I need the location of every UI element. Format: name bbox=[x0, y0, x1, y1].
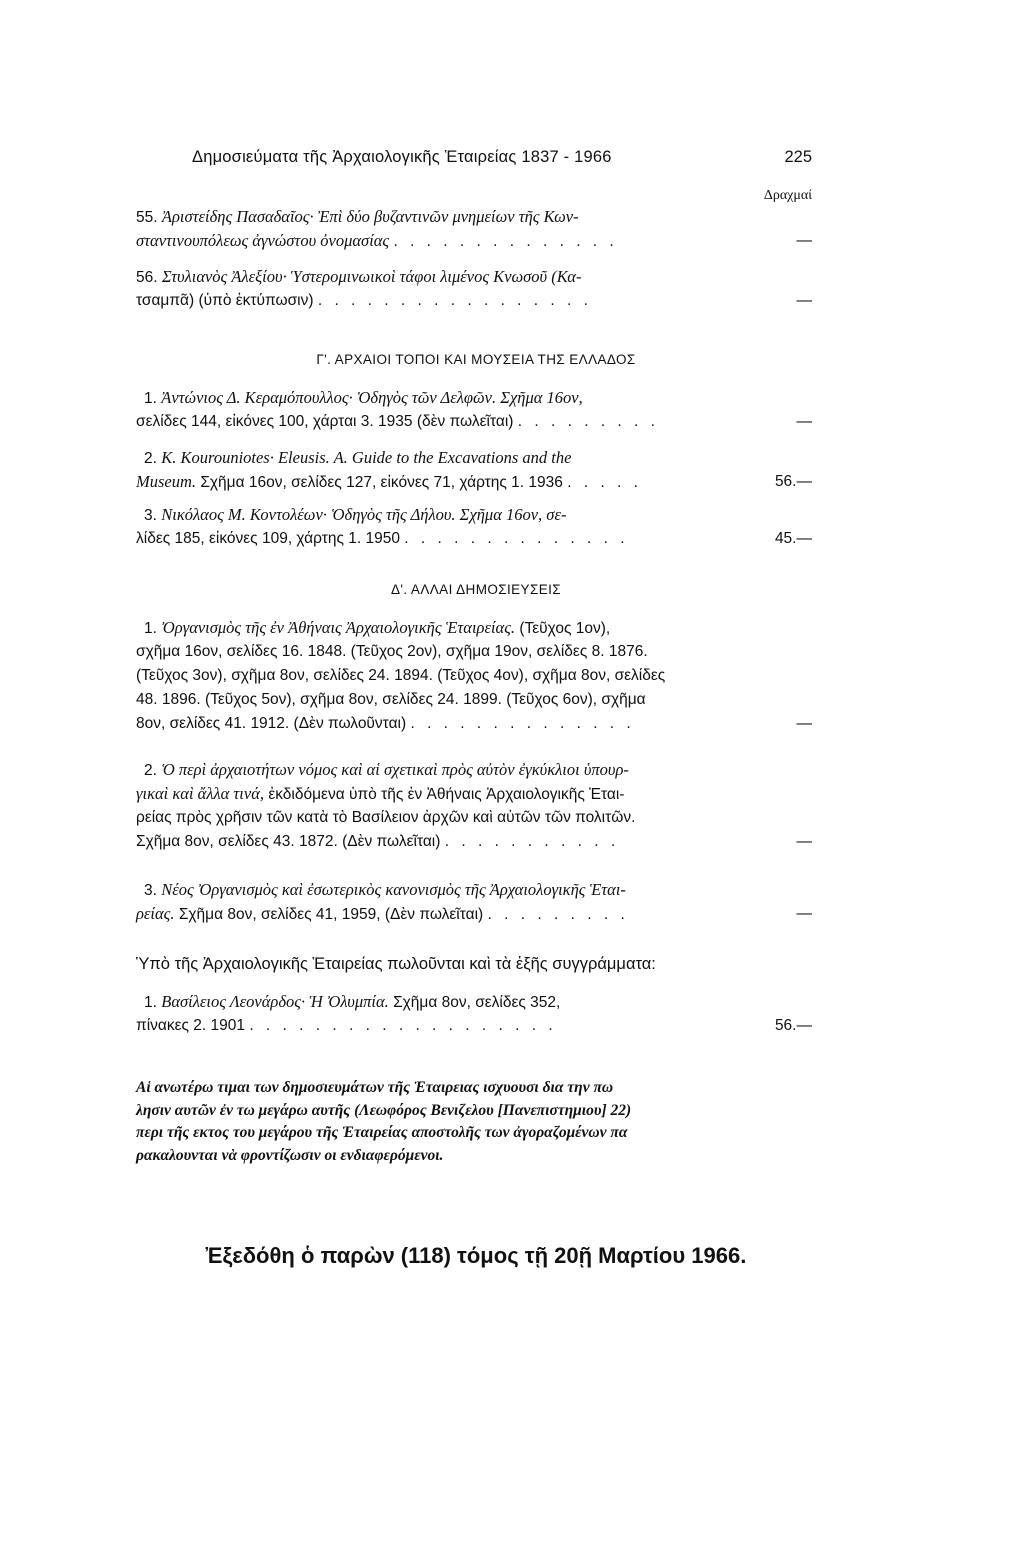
entry-text: σελίδες 144, εἰκόνες 100, χάρται 3. 1935 (δὲν πωλεῖται) bbox=[136, 413, 514, 430]
entry-text: Σχῆμα 16ον, σελίδες 127, εἰκόνες 71, χάρτης 1. 1936 bbox=[200, 474, 563, 491]
entry-d3 bbox=[136, 878, 816, 926]
running-header bbox=[136, 148, 816, 172]
entry-c2 bbox=[136, 446, 816, 494]
entry-text: τσαμπᾶ) (ὑπὸ ἐκτύπωσιν) bbox=[136, 292, 314, 309]
entry-number: 3. bbox=[144, 507, 157, 524]
entry-text: (Τεῦχος 3ον), σχῆμα 8ον, σελίδες 24. 1894. (Τεῦχος 4ον), σχῆμα 8ον, σελίδες bbox=[136, 667, 666, 684]
note-line: Αἱ ανωτέρω τιμαι των δημοσιευμάτων τῆς Ἑταιρειας ισχυουσι δια την πω bbox=[136, 1079, 614, 1096]
note-line: ρακαλουνται νὰ φροντίζωσιν οι ενδιαφερόμενοι. bbox=[136, 1146, 444, 1164]
leader-dots: . . . . . . . . . . . . . . bbox=[410, 715, 635, 732]
entry-text: (Τεῦχος 1ον), bbox=[519, 620, 611, 637]
entry-number: 1. bbox=[144, 390, 157, 407]
entry-text: Σχῆμα 8ον, σελίδες 43. 1872. (Δὲν πωλεῖται) bbox=[136, 833, 441, 850]
header-title: Δημοσιεύματα τῆς Ἀρχαιολογικῆς Ἑταιρείας 1837 - 1966 bbox=[192, 148, 612, 166]
entry-italic: Ὁ περὶ ἀρχαιοτήτων νόμος καὶ αἱ σχετικαὶ πρὸς αὐτὸν ἐγκύκλιοι ὑπουρ- bbox=[161, 760, 629, 779]
price-note bbox=[136, 1077, 816, 1167]
leader-dots: . . . . . bbox=[567, 474, 642, 491]
leader-dots: . . . . . . . . . . . bbox=[444, 833, 620, 850]
entry-price: 56.— bbox=[774, 1017, 812, 1034]
sold-heading-text: Ὑπὸ τῆς Ἀρχαιολογικῆς Ἑταιρείας πωλοῦνται καὶ τὰ ἑξῆς συγγράμματα: bbox=[136, 955, 656, 973]
sold-heading bbox=[136, 952, 816, 976]
entry-text: Ἀριστείδης Πασαδαῖος· Ἐπὶ δύο βυζαντινῶν μνημείων τῆς Κων- bbox=[161, 207, 579, 226]
entry-text: λίδες 185, εἰκόνες 109, χάρτης 1. 1950 bbox=[136, 530, 400, 547]
entry-text: 8ον, σελίδες 41. 1912. (Δὲν πωλοῦνται) bbox=[136, 715, 407, 732]
entry-price: — bbox=[796, 833, 812, 850]
entry-c1 bbox=[136, 386, 816, 434]
entry-sold-1 bbox=[136, 990, 816, 1038]
entry-text: ἐκδιδόμενα ὑπὸ τῆς ἐν Ἀθήναις Ἀρχαιολογικῆς Ἑται- bbox=[268, 786, 625, 803]
entry-italic: Νέος Ὀργανισμὸς καὶ ἐσωτερικὸς κανονισμὸς τῆς Ἀρχαιολογικῆς Ἑται- bbox=[161, 880, 626, 899]
entry-text: Στυλιανὸς Ἀλεξίου· Ὑστερομινωικοὶ τάφοι λιμένος Κνωσοῦ (Κα- bbox=[161, 267, 582, 286]
leader-dots: . . . . . . . . . . . . . . . . . . . bbox=[249, 1017, 557, 1034]
price-column-heading: Δραχμαί bbox=[763, 188, 812, 203]
entry-text: πίνακες 2. 1901 bbox=[136, 1017, 245, 1034]
entry-price: — bbox=[796, 292, 812, 309]
entry-price: 56.— bbox=[774, 473, 812, 490]
entry-number: 2. bbox=[144, 762, 157, 779]
entry-italic: Ὀργανισμὸς τῆς ἐν Ἀθήναις Ἀρχαιολογικῆς Ἑταιρείας. bbox=[161, 618, 516, 637]
entry-55 bbox=[136, 205, 816, 253]
entry-56 bbox=[136, 265, 816, 313]
entry-text: Ἀντώνιος Δ. Κεραμόπουλλος· Ὁδηγὸς τῶν Δελφῶν. Σχῆμα 16ον, bbox=[161, 388, 583, 407]
entry-text: 48. 1896. (Τεῦχος 5ον), σχῆμα 8ον, σελίδες 24. 1899. (Τεῦχος 6ον), σχῆμα bbox=[136, 691, 646, 708]
leader-dots: . . . . . . . . . . . . . . bbox=[393, 233, 618, 250]
entry-c3 bbox=[136, 503, 816, 551]
entry-italic: ρείας. bbox=[136, 904, 175, 923]
entry-text: σχῆμα 16ον, σελίδες 16. 1848. (Τεῦχος 2ον), σχῆμα 19ον, σελίδες 8. 1876. bbox=[136, 643, 648, 660]
entry-price: — bbox=[796, 715, 812, 732]
entry-text: Σχῆμα 8ον, σελίδες 41, 1959, (Δὲν πωλεῖται) bbox=[178, 906, 484, 923]
entry-d1 bbox=[136, 616, 816, 736]
note-line: περι τῆς εκτος του μεγάρου τῆς Ἑταιρείας αποστολῆς των ἀγοραζομένων πα bbox=[136, 1124, 628, 1141]
section-heading-c: Γ'. ΑΡΧΑΙΟΙ ΤΟΠΟΙ ΚΑΙ ΜΟΥΣΕΙΑ ΤΗΣ ΕΛΛΑΔΟΣ bbox=[316, 352, 636, 367]
entry-italic: Βασίλειος Λεονάρδος· Ἡ Ὀλυμπία. bbox=[161, 992, 389, 1011]
leader-dots: . . . . . . . . . . . . . . bbox=[404, 530, 629, 547]
imprint: Ἐξεδόθη ὁ παρὼν (118) τόμος τῇ 20ῇ Μαρτίου 1966. bbox=[205, 1243, 747, 1268]
entry-text: K. Kourouniotes· Eleusis. A. Guide to the Excavations and the bbox=[161, 448, 572, 467]
entry-number: 2. bbox=[144, 450, 157, 467]
entry-text: ρείας πρὸς χρῆσιν τῶν κατὰ τὸ Βασίλειον ἀρχῶν καὶ αὐτῶν τῶν πολιτῶν. bbox=[136, 809, 636, 826]
entry-number: 56. bbox=[136, 269, 158, 286]
entry-number: 1. bbox=[144, 994, 157, 1011]
entry-italic: γικαὶ καὶ ἄλλα τινά, bbox=[136, 784, 265, 803]
leader-dots: . . . . . . . . . . . . . . . . . bbox=[317, 292, 592, 309]
entry-number: 3. bbox=[144, 882, 157, 899]
leader-dots: . . . . . . . . . bbox=[517, 413, 659, 430]
leader-dots: . . . . . . . . . bbox=[487, 906, 629, 923]
note-line: λησιν αυτῶν ἐν τω μεγάρω αυτῆς (Λεωφόρος Βενιζελου [Πανεπιστημιου] 22) bbox=[136, 1101, 632, 1119]
entry-price: — bbox=[796, 232, 812, 249]
entry-d2 bbox=[136, 758, 816, 854]
page-number: 225 bbox=[784, 148, 812, 166]
entry-text: σταντινουπόλεως ἀγνώστου ὀνομασίας bbox=[136, 231, 390, 250]
entry-price: — bbox=[796, 905, 812, 922]
entry-price: 45.— bbox=[774, 530, 812, 547]
entry-price: — bbox=[796, 413, 812, 430]
entry-text: Νικόλαος Μ. Κοντολέων· Ὁδηγὸς τῆς Δήλου. Σχῆμα 16ον, σε- bbox=[161, 505, 567, 524]
section-heading-d: Δ'. ΑΛΛΑΙ ΔΗΜΟΣΙΕΥΣΕΙΣ bbox=[390, 582, 561, 597]
entry-number: 1. bbox=[144, 620, 157, 637]
entry-number: 55. bbox=[136, 209, 158, 226]
entry-italic: Museum. bbox=[136, 472, 197, 491]
entry-text: Σχῆμα 8ον, σελίδες 352, bbox=[393, 994, 561, 1011]
